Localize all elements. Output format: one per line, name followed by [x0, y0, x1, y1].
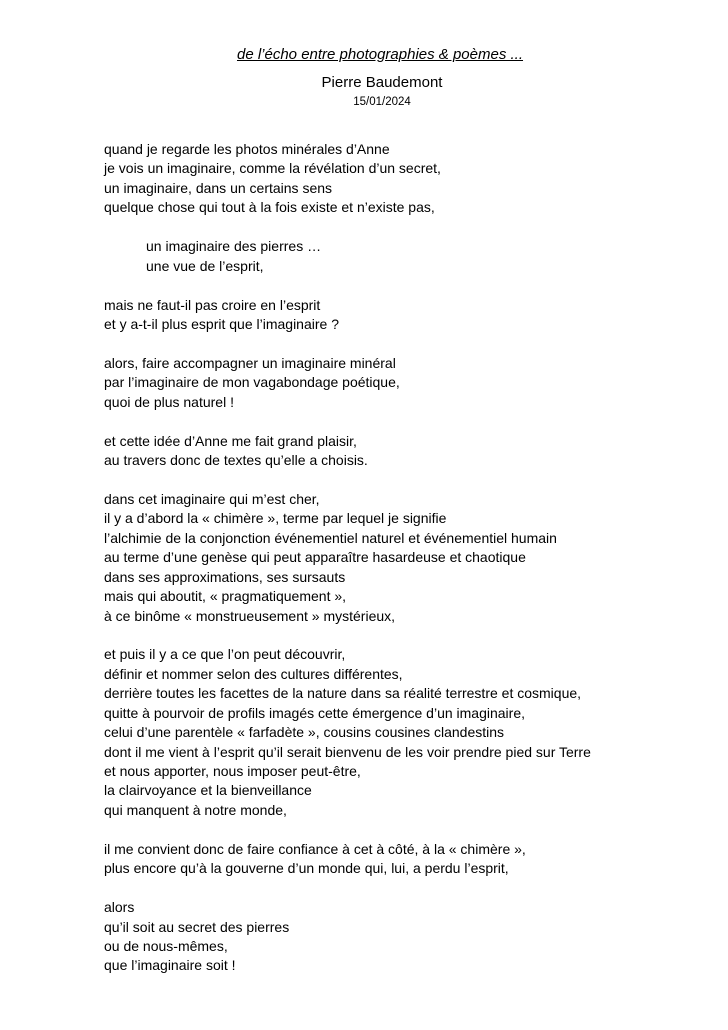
- poem-line: une vue de l’esprit,: [146, 257, 264, 274]
- poem-line: par l’imaginaire de mon vagabondage poétique,: [104, 374, 400, 391]
- poem-line: un imaginaire des pierres …: [146, 238, 322, 255]
- poem-line: mais qui aboutit, « pragmatiquement »,: [104, 588, 347, 605]
- poem-stanza: [104, 645, 704, 820]
- poem-line: l’alchimie de la conjonction événementiel naturel et événementiel humain: [104, 529, 557, 546]
- poem-line: alors, faire accompagner un imaginaire minéral: [104, 354, 396, 371]
- poem-line: mais ne faut-il pas croire en l’esprit: [104, 296, 321, 313]
- poem-line: dans cet imaginaire qui m’est cher,: [104, 490, 320, 507]
- poem-line: définir et nommer selon des cultures différentes,: [104, 665, 403, 682]
- poem-stanza: [104, 237, 704, 276]
- poem-line: et puis il y a ce que l’on peut découvrir,: [104, 646, 346, 663]
- poem-line: quitte à pourvoir de profils imagés cette émergence d’un imaginaire,: [104, 704, 526, 721]
- poem-stanza: [104, 140, 704, 218]
- poem-stanza: [104, 898, 704, 976]
- poem-line: au travers donc de textes qu’elle a choisis.: [104, 452, 368, 468]
- poem-line: qui manquent à notre monde,: [104, 801, 287, 818]
- poem-stanza: [104, 354, 704, 412]
- poem-line: la clairvoyance et la bienveillance: [104, 782, 312, 799]
- poem-line: qu’il soit au secret des pierres: [104, 918, 290, 935]
- poem-line: il me convient donc de faire confiance à cet à côté, à la « chimère »,: [104, 840, 526, 857]
- poem-line: au terme d’une genèse qui peut apparaître hasardeuse et chaotique: [104, 549, 526, 566]
- poem-stanza: [104, 432, 704, 471]
- poem-line: derrière toutes les facettes de la nature dans sa réalité terrestre et cosmique,: [104, 685, 582, 702]
- poem-line: et nous apporter, nous imposer peut-être,: [104, 763, 361, 779]
- poem-line: un imaginaire, dans un certains sens: [104, 179, 333, 196]
- poem-line: à ce binôme « monstrueusement » mystérieux,: [104, 607, 396, 624]
- poem-line: que l’imaginaire soit !: [104, 957, 236, 974]
- poem-stanza: [104, 296, 704, 335]
- author-name: Pierre Baudemont: [321, 74, 443, 91]
- poem-line: je vois un imaginaire, comme la révélation d’un secret,: [104, 160, 441, 177]
- poem-stanza: [104, 840, 704, 879]
- poem-line: dans ses approximations, ses sursauts: [104, 568, 346, 585]
- poem-line: quelque chose qui tout à la fois existe et n’existe pas,: [104, 199, 435, 216]
- poem-line: quand je regarde les photos minérales d’Anne: [104, 141, 390, 157]
- document-date: 15/01/2024: [353, 96, 411, 108]
- poem-line: ou de nous-mêmes,: [104, 937, 228, 954]
- poem-line: il y a d’abord la « chimère », terme par lequel je signifie: [104, 510, 447, 527]
- poem-line: et y a-t-il plus esprit que l’imaginaire ?: [104, 315, 339, 332]
- document-title: de l’écho entre photographies & poèmes ...: [236, 46, 524, 63]
- poem-stanza: [104, 490, 704, 626]
- poem-body: [104, 140, 704, 995]
- poem-line: quoi de plus naturel !: [104, 393, 234, 410]
- poem-line: celui d’une parentèle « farfadète », cousins cousines clandestins: [104, 724, 505, 741]
- poem-line: dont il me vient à l’esprit qu’il serait bienvenu de les voir prendre pied sur Terre: [104, 743, 591, 760]
- poem-line: alors: [104, 899, 135, 916]
- poem-line: plus encore qu’à la gouverne d’un monde qui, lui, a perdu l’esprit,: [104, 860, 509, 877]
- poem-line: et cette idée d’Anne me fait grand plaisir,: [104, 432, 357, 449]
